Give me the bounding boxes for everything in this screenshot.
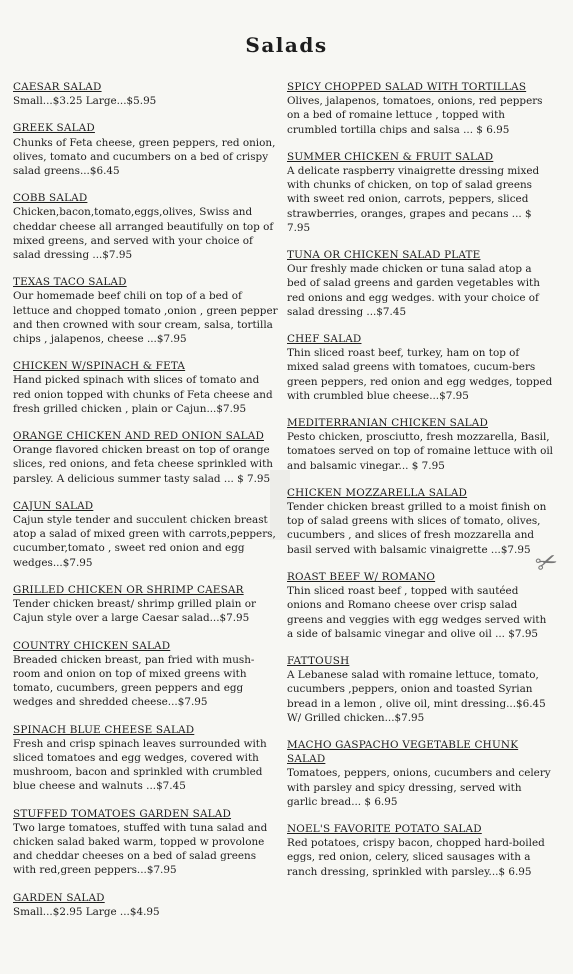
menu-item: [13, 723, 279, 794]
menu-item: [287, 150, 553, 235]
menu-item-name: CHICKEN MOZZARELLA SALAD: [287, 486, 468, 499]
menu-item-description: A delicate raspberry vinaigrette dressing mixed with chunks of chicken, on top of salad greens with sweet red onion, carrots, peppers, sliced strawberries, oranges, grapes and pecans ... $ 7.95: [287, 165, 540, 234]
menu-item: [287, 822, 553, 879]
menu-item: [287, 332, 553, 403]
menu-item-description: A Lebanese salad with romaine lettuce, tomato, cucumbers ,peppers, onion and toasted Syrian bread in a lemon , olive oil, mint dressing...$6.45 W/ Grilled chicken...$7.95: [287, 669, 546, 724]
menu-item: [13, 359, 279, 416]
menu-item-description: Breaded chicken breast, pan fried with mush-room and onion on top of mixed greens with tomato, cucumbers, green peppers and egg wedges and shredded cheese...$7.95: [13, 653, 255, 709]
left-column: [13, 80, 279, 932]
menu-item-description: Our freshly made chicken or tuna salad atop a bed of salad greens and garden vegetables with red onions and egg wedges. with your choice of salad dressing ...$7.45: [287, 263, 540, 318]
menu-item-name: COBB SALAD: [13, 192, 88, 205]
menu-item: [287, 738, 553, 809]
menu-item: [13, 429, 279, 486]
menu-item-description: Our homemade beef chili on top of a bed of lettuce and chopped tomato ,onion , green pepper and then crowned with sour cream, salsa, tortilla chips , jalapenos, cheese ...$7.95: [13, 290, 278, 346]
menu-item: [287, 486, 553, 557]
menu-item: [13, 275, 279, 346]
right-column: [287, 80, 553, 892]
menu-item-name: MACHO GASPACHO VEGETABLE CHUNK SALAD: [287, 738, 519, 766]
menu-item-name: SUMMER CHICKEN & FRUIT SALAD: [287, 150, 494, 163]
menu-item-description: Two large tomatoes, stuffed with tuna salad and chicken salad baked warm, topped w provolone and cheddar cheeses on a bed of salad greens with red,green peppers...$7.95: [13, 821, 268, 877]
menu-item-name: CAESAR SALAD: [13, 81, 102, 93]
menu-item-name: FATTOUSH: [287, 654, 350, 667]
menu-item-description: Tender chicken breast grilled to a moist finish on top of salad greens with slices of tomato, olives, cucumbers , and slices of fresh mozzarella and basil served with balsamic vinaigrette ...$7.95: [287, 501, 547, 556]
menu-item-description: Fresh and crisp spinach leaves surrounded with sliced tomatoes and egg wedges, covered with mushroom, bacon and sprinkled with crumbled blue cheese and walnuts ...$7.45: [13, 737, 267, 793]
menu-item-description: Olives, jalapenos, tomatoes, onions, red peppers on a bed of romaine lettuce , topped with crumbled tortilla chips and salsa ... $ 6.95: [287, 95, 543, 136]
menu-item-description: Hand picked spinach with slices of tomato and red onion topped with chunks of Feta cheese and fresh grilled chicken , plain or Cajun...$7.95: [13, 374, 273, 415]
menu-item-name: MEDITERRANIAN CHICKEN SALAD: [287, 417, 488, 430]
menu-item-description: Small...$2.95 Large ...$4.95: [13, 905, 160, 918]
menu-item-description: Pesto chicken, prosciutto, fresh mozzarella, Basil, tomatoes served on top of romaine lettuce with oil and balsamic vinegar... $ 7.95: [287, 431, 553, 472]
scissors-icon: ✂: [531, 545, 563, 581]
menu-item: [13, 191, 279, 262]
menu-item-name: ROAST BEEF W/ ROMANO: [287, 570, 436, 583]
menu-item-name: GREEK SALAD: [13, 122, 95, 135]
menu-item-description: Thin sliced roast beef , topped with sautéed onions and Romano cheese over crisp salad greens and veggies with egg wedges served with a side of balsamic vinegar and olive oil ... $7.95: [287, 585, 547, 640]
menu-item: [13, 891, 279, 919]
menu-item-description: Tender chicken breast/ shrimp grilled plain or Cajun style over a large Caesar salad...$7.95: [13, 598, 256, 625]
menu-item-name: TEXAS TACO SALAD: [13, 276, 127, 289]
menu-item: [287, 416, 553, 473]
menu-item-name: TUNA OR CHICKEN SALAD PLATE: [287, 249, 481, 262]
menu-item-name: SPINACH BLUE CHEESE SALAD: [13, 723, 195, 736]
menu-item-description: Chunks of Feta cheese, green peppers, red onion, olives, tomato and cucumbers on a bed of crispy salad greens...$6.45: [13, 136, 276, 178]
menu-item: [287, 654, 553, 725]
menu-item-name: ORANGE CHICKEN AND RED ONION SALAD: [13, 430, 264, 443]
menu-item-name: SPICY CHOPPED SALAD WITH TORTILLAS: [287, 81, 527, 93]
menu-item-name: CAJUN SALAD: [13, 499, 94, 512]
menu-item-description: Chicken,bacon,tomato,eggs,olives, Swiss and cheddar cheese all arranged beautifully on top of mixed greens, and served with your choice of salad dressing ...$7.95: [13, 206, 274, 262]
page-title: Salads: [245, 33, 328, 57]
menu-item-name: NOEL'S FAVORITE POTATO SALAD: [287, 822, 482, 835]
menu-item-name: GARDEN SALAD: [13, 891, 105, 904]
menu-item-name: GRILLED CHICKEN OR SHRIMP CAESAR: [13, 583, 244, 596]
menu-item: [13, 121, 279, 178]
menu-item-name: CHICKEN W/SPINACH & FETA: [13, 360, 186, 373]
menu-item: [287, 80, 553, 137]
menu-item-description: Cajun style tender and succulent chicken breast atop a salad of mixed green with carrots,peppers, cucumber,tomato , sweet red onion and egg wedges...$7.95: [13, 514, 276, 569]
binding-shadow: [270, 470, 290, 540]
menu-item: [13, 807, 279, 878]
menu-item: [13, 639, 279, 710]
menu-item: [287, 248, 553, 319]
menu-item-description: Orange flavored chicken breast on top of orange slices, red onions, and feta cheese sprinkled with parsley. A delicious summer tasty salad ... $ 7.95: [13, 444, 273, 485]
menu-item-description: Small...$3.25 Large...$5.95: [13, 95, 157, 108]
menu-item-description: Red potatoes, crispy bacon, chopped hard-boiled eggs, red onion, celery, sliced sausages with a ranch dressing, sprinkled with parsley...$ 6.95: [287, 837, 545, 878]
menu-item: [13, 583, 279, 626]
menu-item-name: CHEF SALAD: [287, 333, 362, 346]
menu-item: [13, 499, 279, 570]
menu-item-description: Tomatoes, peppers, onions, cucumbers and celery with parsley and spicy dressing, served with garlic bread... $ 6.95: [287, 767, 551, 808]
menu-item: [13, 80, 279, 108]
menu-item-name: STUFFED TOMATOES GARDEN SALAD: [13, 807, 232, 820]
menu-item-name: COUNTRY CHICKEN SALAD: [13, 639, 171, 652]
menu-item: [287, 570, 553, 641]
menu-item-description: Thin sliced roast beef, turkey, ham on top of mixed salad greens with tomatoes, cucum-bers green peppers, red onion and egg wedges, topped with crumbled blue cheese...$7.95: [287, 347, 553, 402]
